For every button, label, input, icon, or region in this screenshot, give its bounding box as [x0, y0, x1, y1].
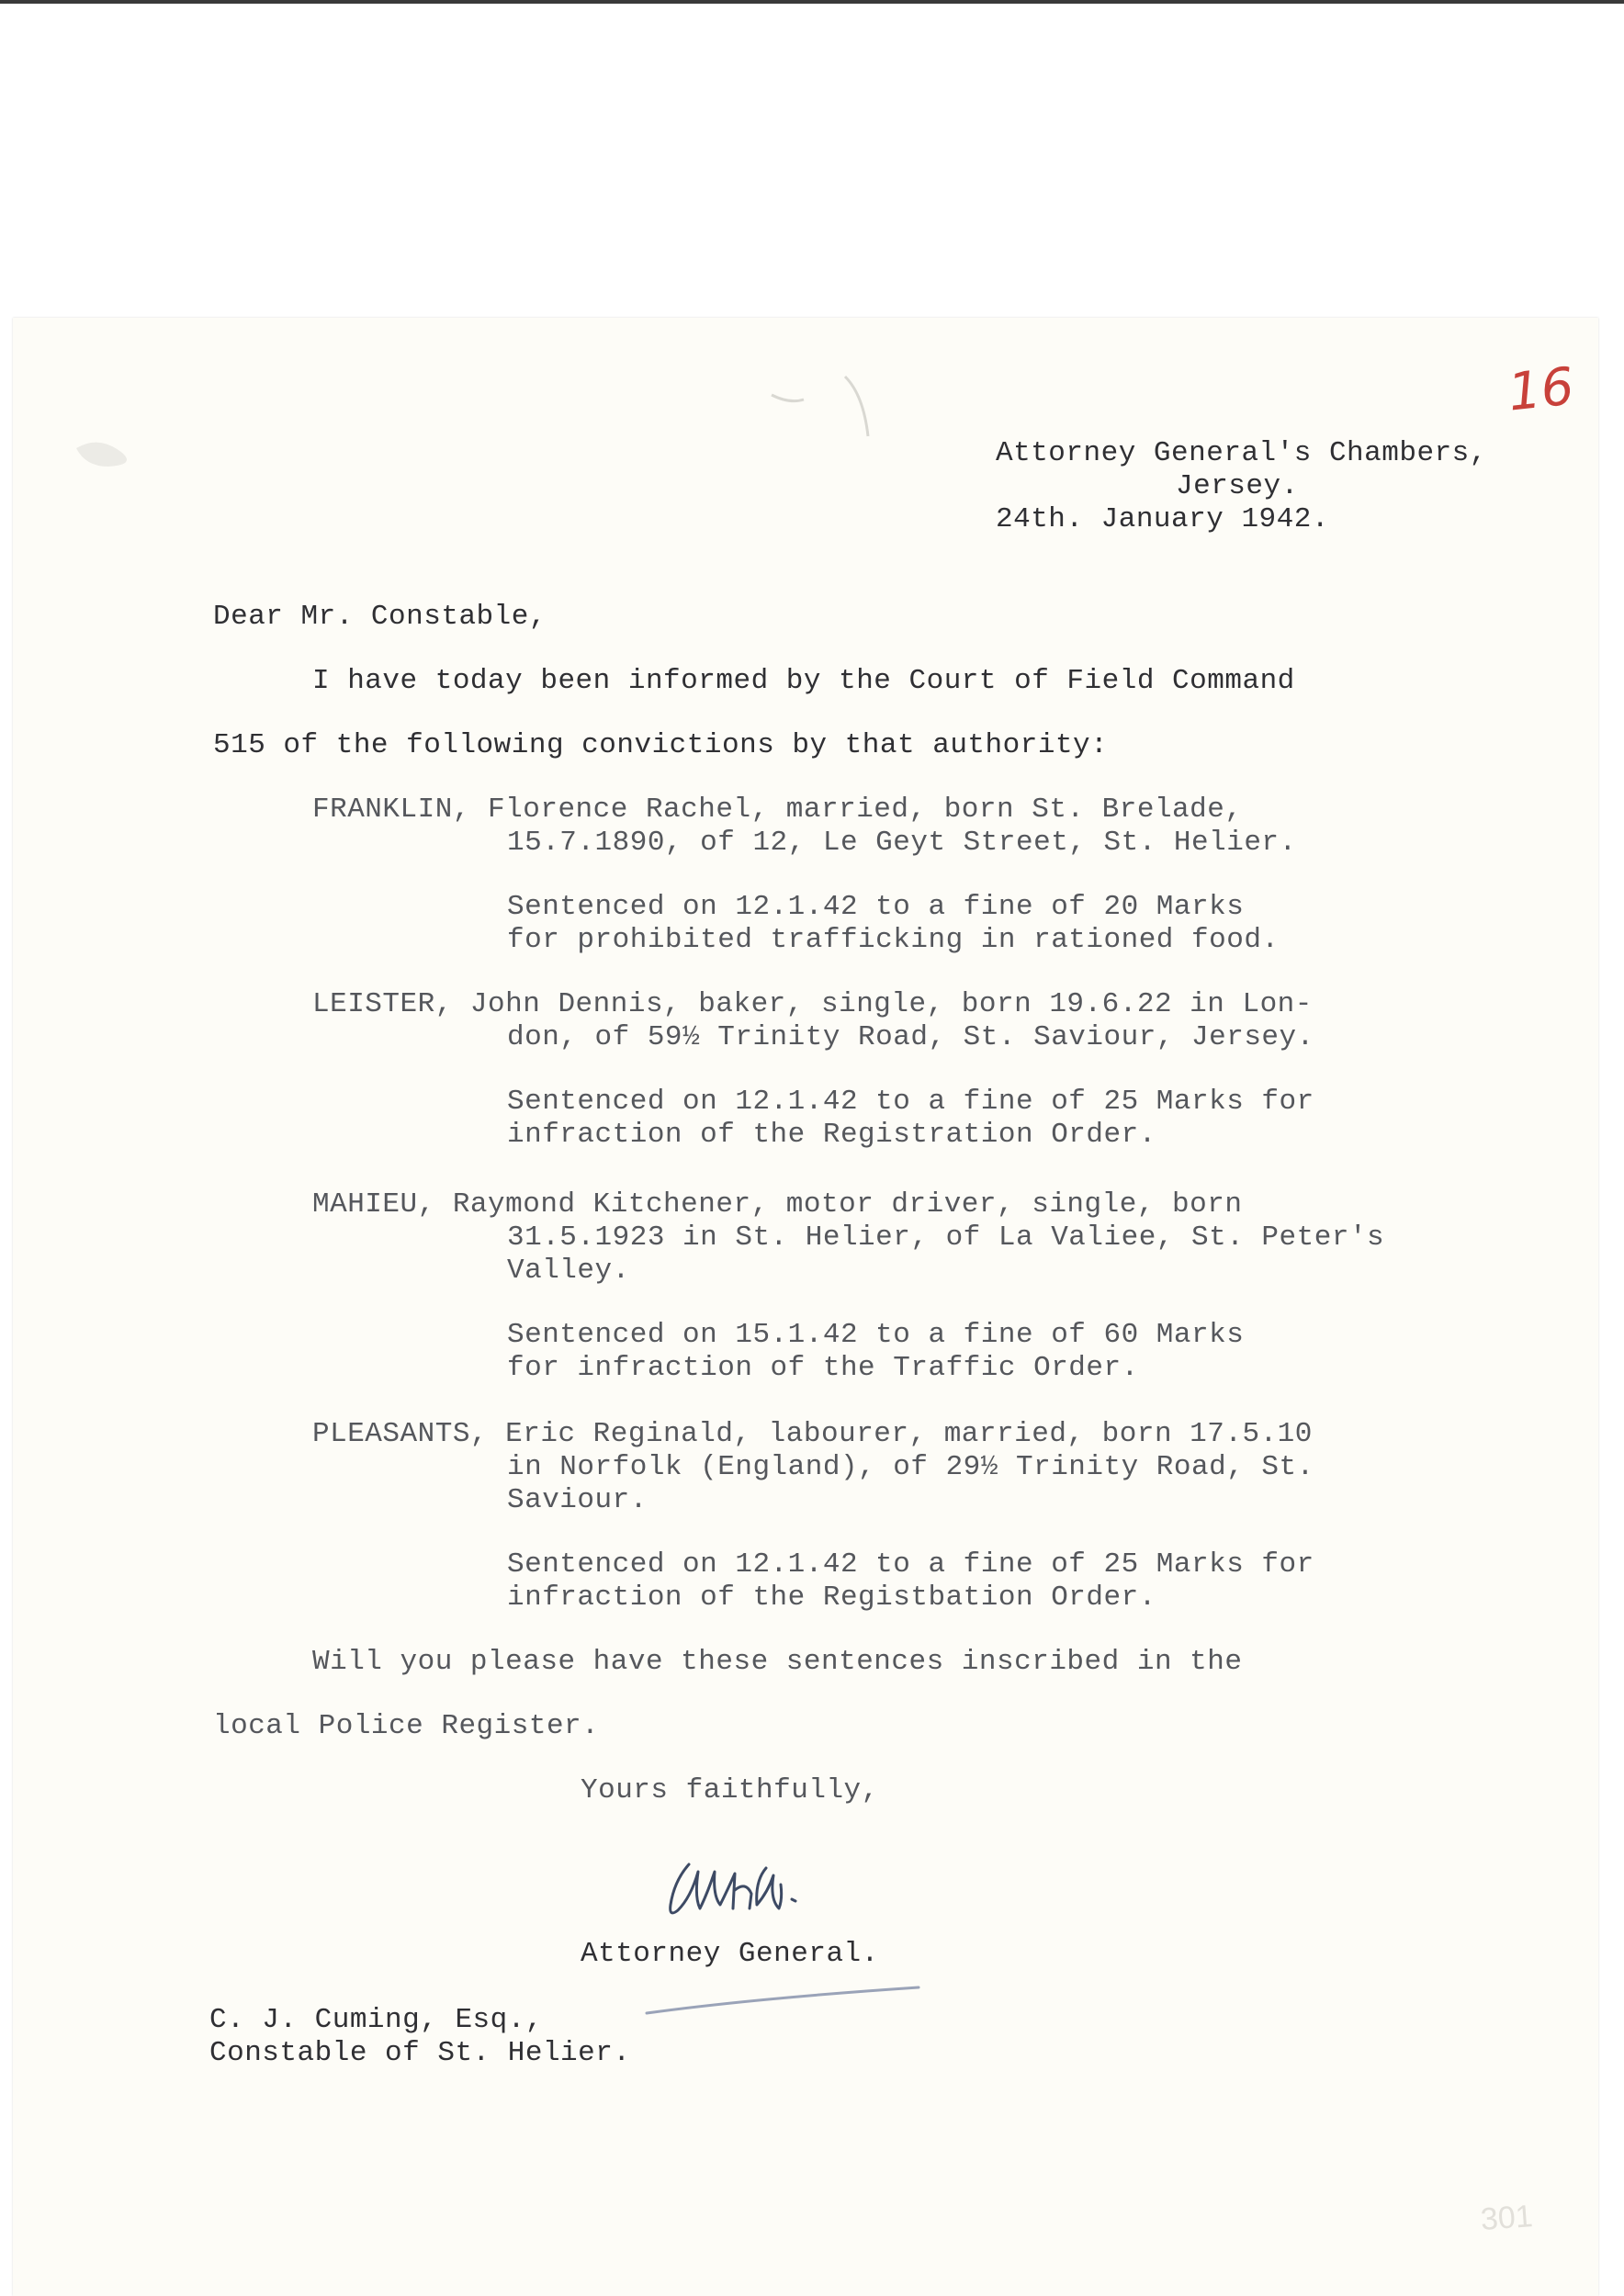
signatory-title: Attorney General.	[581, 1938, 879, 1970]
complimentary-close: Yours faithfully,	[581, 1774, 879, 1806]
intro-line-2: 515 of the following convictions by that authority:	[213, 729, 1109, 761]
sender-line-1: Attorney General's Chambers,	[996, 437, 1487, 469]
handwritten-signature	[654, 1844, 829, 1927]
recipient-title: Constable of St. Helier.	[209, 2037, 631, 2069]
closing-request-line-1: Will you please have these sentences inscribed in the	[312, 1646, 1243, 1678]
conviction-2-sentence-2: infraction of the Registration Order.	[507, 1119, 1156, 1151]
conviction-3-sentence-1: Sentenced on 15.1.42 to a fine of 60 Marks	[507, 1319, 1245, 1351]
paper-fold-mark	[762, 367, 891, 441]
conviction-4-sentence-1: Sentenced on 12.1.42 to a fine of 25 Marks for	[507, 1548, 1314, 1581]
conviction-4-details-3: Saviour.	[507, 1484, 648, 1516]
conviction-3-sentence-2: for infraction of the Traffic Order.	[507, 1352, 1139, 1384]
letter-date: 24th. January 1942.	[996, 503, 1329, 535]
conviction-3-details-1: MAHIEU, Raymond Kitchener, motor driver, single, born	[312, 1188, 1243, 1221]
paper-smudge	[72, 430, 145, 476]
conviction-1-sentence-1: Sentenced on 12.1.42 to a fine of 20 Marks	[507, 891, 1245, 923]
handwritten-page-number: 16	[1505, 356, 1577, 423]
conviction-2-details-1: LEISTER, John Dennis, baker, single, born 19.6.22 in Lon-	[312, 988, 1313, 1020]
sender-line-2: Jersey.	[1176, 470, 1299, 502]
recipient-name: C. J. Cuming, Esq.,	[209, 2004, 543, 2036]
conviction-2-sentence-1: Sentenced on 12.1.42 to a fine of 25 Marks for	[507, 1086, 1314, 1118]
salutation: Dear Mr. Constable,	[213, 601, 547, 633]
conviction-1-details-1: FRANKLIN, Florence Rachel, married, born St. Brelade,	[312, 793, 1243, 826]
archive-reference-number: 301	[1479, 2199, 1534, 2237]
conviction-2-details-2: don, of 59½ Trinity Road, St. Saviour, Jersey.	[507, 1021, 1314, 1053]
conviction-3-details-2: 31.5.1923 in St. Helier, of La Valiee, St. Peter's	[507, 1221, 1385, 1254]
conviction-4-details-2: in Norfolk (England), of 29½ Trinity Road, St.	[507, 1451, 1314, 1483]
conviction-4-sentence-2: infraction of the Registbation Order.	[507, 1581, 1156, 1614]
conviction-1-sentence-2: for prohibited trafficking in rationed food.	[507, 924, 1280, 956]
conviction-1-details-2: 15.7.1890, of 12, Le Geyt Street, St. Helier.	[507, 827, 1297, 859]
conviction-4-details-1: PLEASANTS, Eric Reginald, labourer, married, born 17.5.10	[312, 1418, 1313, 1450]
scan-top-edge	[0, 0, 1624, 4]
intro-line-1: I have today been informed by the Court of Field Command	[312, 665, 1295, 697]
conviction-3-details-3: Valley.	[507, 1255, 630, 1287]
closing-request-line-2: local Police Register.	[213, 1710, 600, 1742]
pen-stroke	[643, 1982, 928, 2019]
